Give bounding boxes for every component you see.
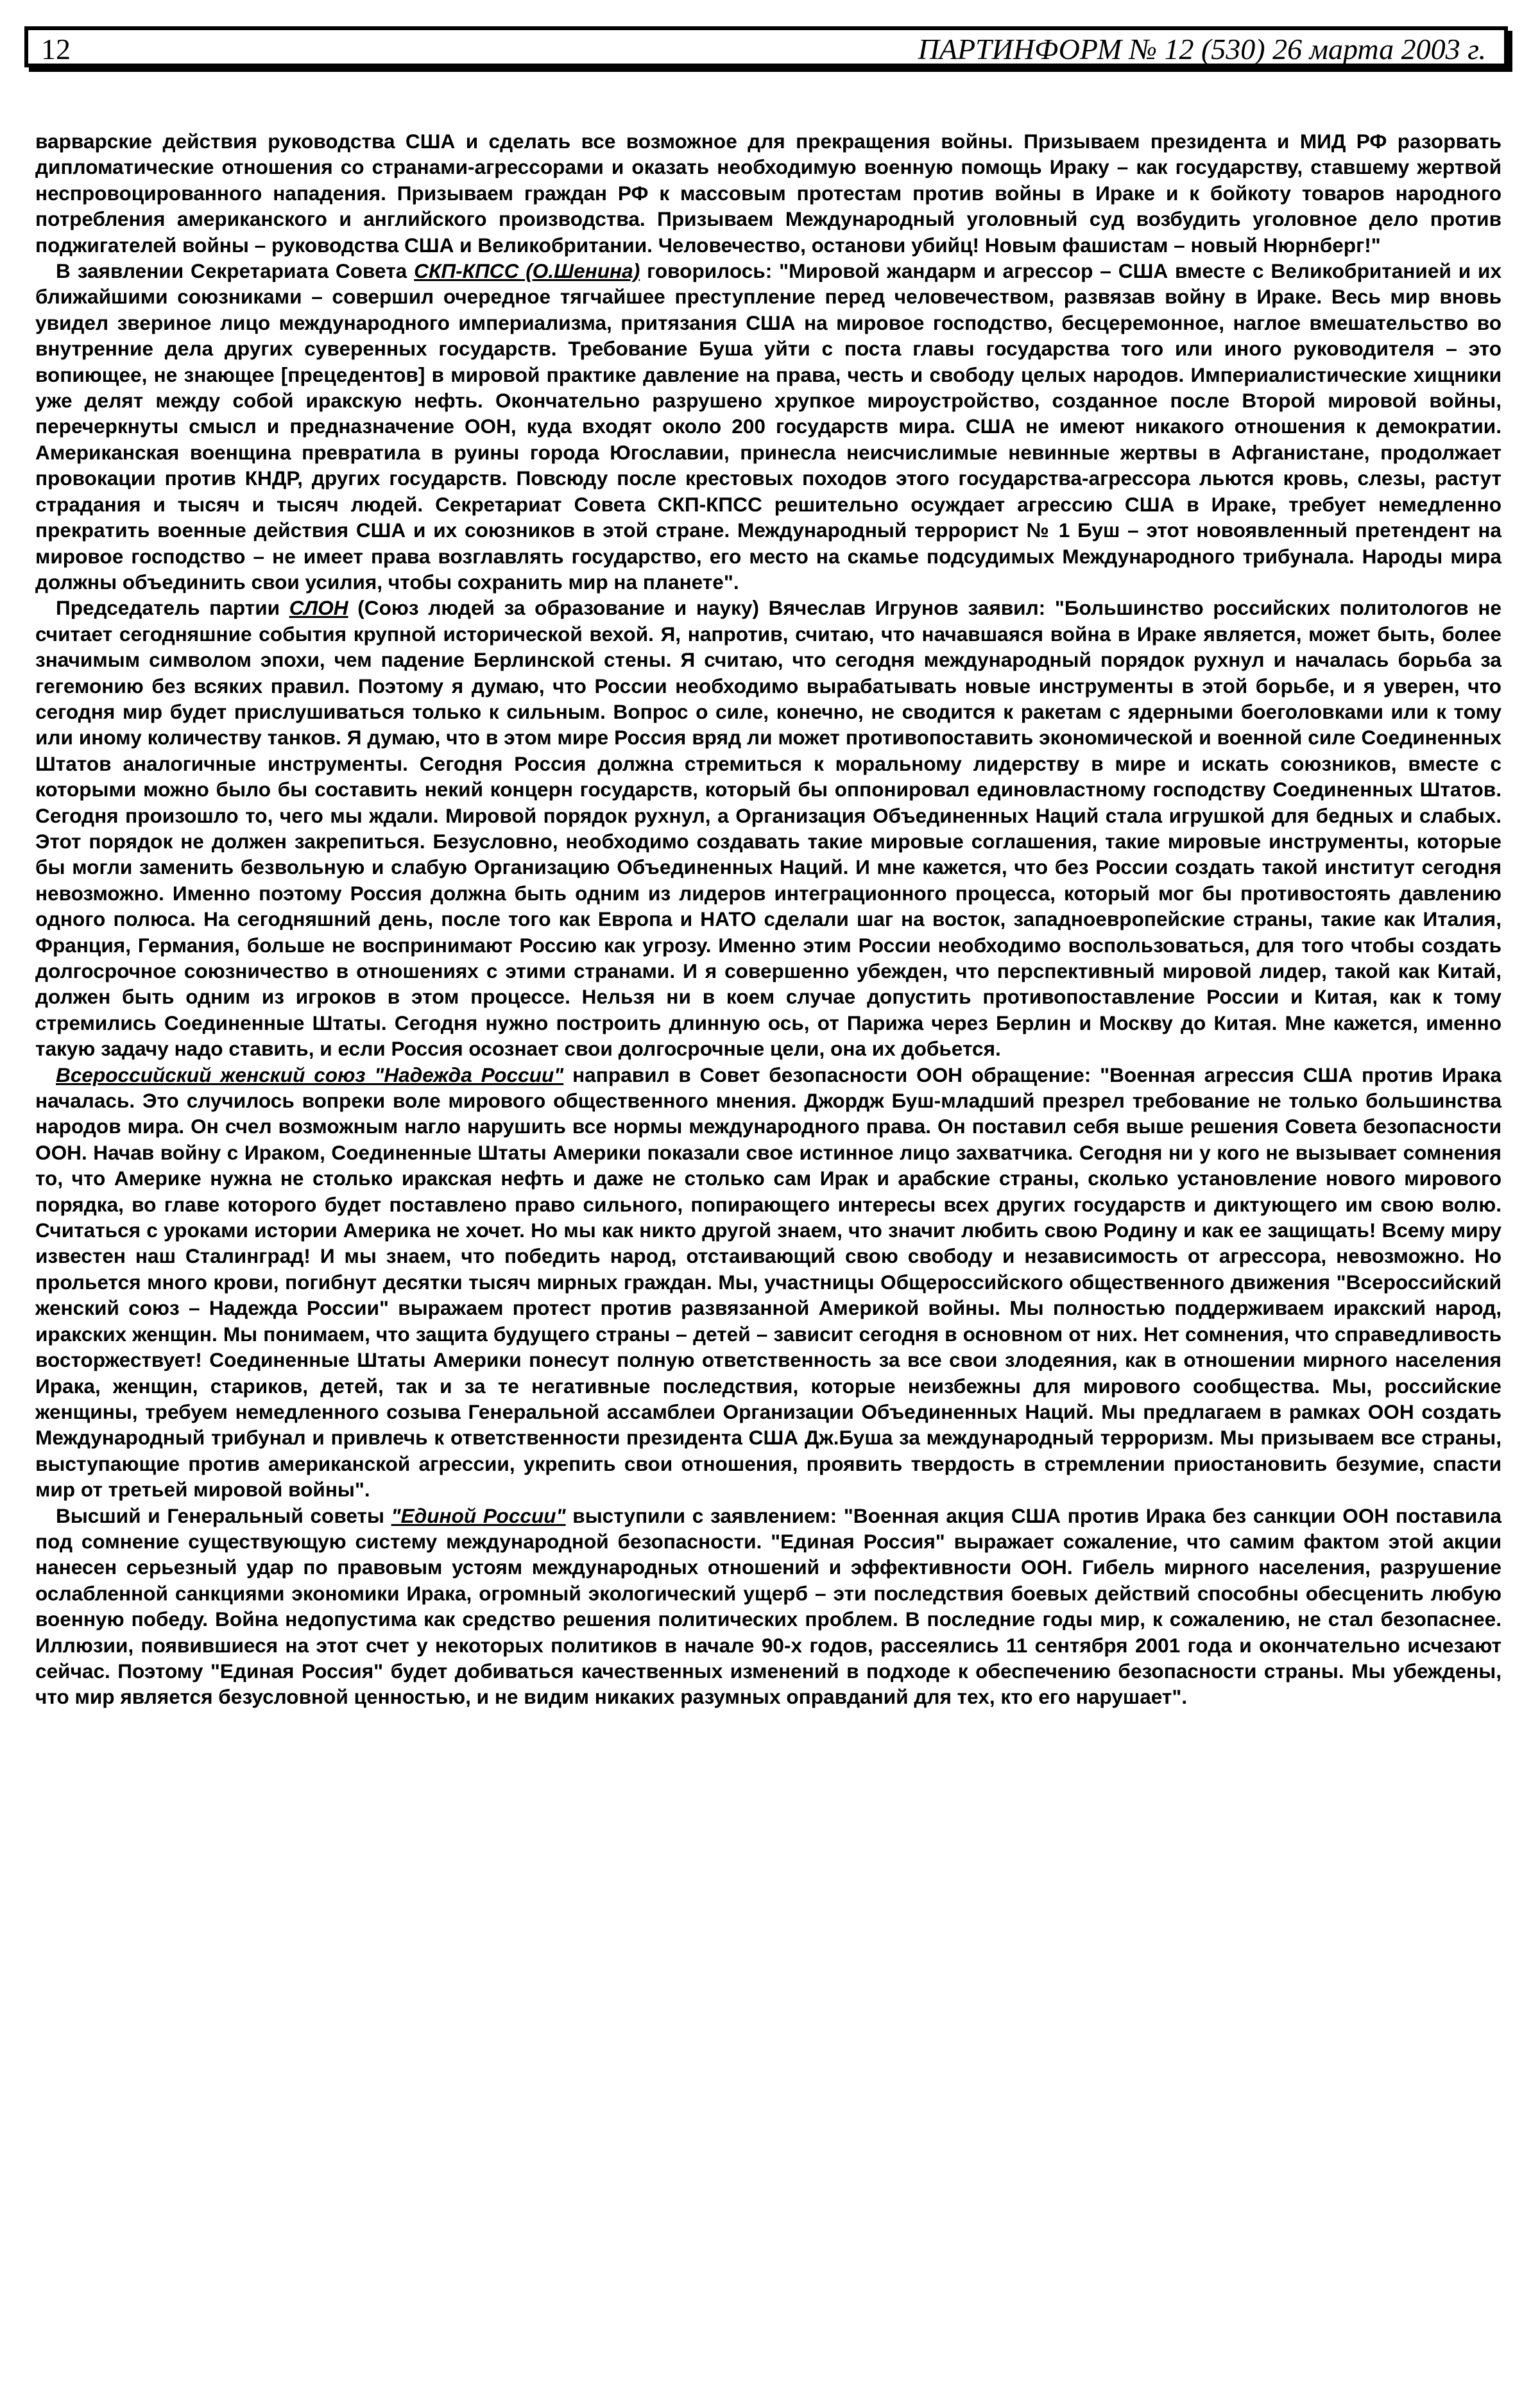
page-header	[24, 26, 1508, 67]
paragraph-2-text: говорилось: "Мировой жандарм и агрессор – США вместе с Великобританией и их ближайшими союзниками – совершил очередное тягчайшее преступление перед человечеством, развязав войну в Ираке. Весь мир вновь увидел звериное лицо международного империализма, притязания США на мировое господство, бесцеремонное, наглое вмешательство во внутренние дела других суверенных государств. Требование Буша уйти с поста главы государства того или иного руководителя – это вопиющее, не знающее [прецедентов] в мировой практике давление на права, честь и свободу целых народов. Империалистические хищники уже делят между собой иракскую нефть. Окончательно разрушено хрупкое мироустройство, созданное после Второй мировой войны, перечеркнуты смысл и предназначение ООН, куда входят около 200 государств мира. США не имеют никакого отношения к демократии. Американская военщина превратила в руины города Югославии, принесла неисчислимые невинные жертвы в Афганистане, продолжает провокации против КНДР, других государств. Повсюду после крестовых походов этого государства-агрессора льются кровь, слезы, растут страдания и тысяч и тысяч людей. Секретариат Совета СКП-КПСС решительно осуждает агрессию США в Ираке, требует немедленно прекратить военные действия США и их союзников в этой стране. Международный террорист № 1 Буш – этот новоявленный претендент на мировое господство – не имеет права возглавлять государство, его место на скамье подсудимых Международного трибунала. Народы мира должны объединить свои усилия, чтобы сохранить мир на планете".	[35, 259, 1502, 594]
org-name-nadezhda-rossii: Всероссийский женский союз "Надежда России"	[56, 1063, 564, 1086]
org-name-skp-kpss: СКП-КПСС (О.Шенина)	[414, 259, 640, 283]
paragraph-5-lead: Высший и Генеральный советы	[56, 1504, 391, 1527]
paragraph-4-text: направил в Совет безопасности ООН обращение: "Военная агрессия США против Ирака началась. Это случилось вопреки воле мирового общественного мнения. Джордж Буш-младший презрел требование не только большинства народов мира. Он счел возможным нагло нарушить все нормы международного права. Он поставил себя выше решения Совета безопасности ООН. Начав войну с Ираком, Соединенные Штаты Америки показали свое истинное лицо захватчика. Сегодня ни у кого не вызывает сомнения то, что Америке нужна не столько иракская нефть и даже не столько сам Ирак и арабские страны, сколько установление нового мирового порядка, во главе которого будет поставлено право сильного, попирающего интересы всех других государств и диктующего им свою волю. Считаться с уроками истории Америка не хочет. Но мы как никто другой знаем, что значит любить свою Родину и как ее защищать! Всему миру известен наш Сталинград! И мы знаем, что победить народ, отстаивающий свою свободу и независимость от агрессора, невозможно. Но прольется много крови, погибнут десятки тысяч мирных граждан. Мы, участницы Общероссийского общественного движения "Всероссийский женский союз – Надежда России" выражаем протест против развязанной Америкой войны. Мы полностью поддерживаем иракский народ, иракских женщин. Мы понимаем, что защита будущего страны – детей – зависит сегодня в основном от них. Нет сомнения, что справедливость восторжествует! Соединенные Штаты Америки понесут полную ответственность за все свои злодеяния, как в отношении мирного населения Ирака, женщин, стариков, детей, так и за те негативные последствия, которые неизбежны для мирового сообщества. Мы, российские женщины, требуем немедленного созыва Генеральной ассамблеи Организации Объединенных Наций. Мы предлагаем в рамках ООН создать Международный трибунал и привлечь к ответственности президента США Дж.Буша за международный терроризм. Мы призываем все страны, выступающие против американской агрессии, укрепить свои отношения, проявить твердость в стремлении приостановить безумие, спасти мир от третьей мировой войны".	[35, 1063, 1502, 1502]
paragraph-4	[35, 1062, 1502, 1503]
org-name-edinaya-rossiya: "Единой России"	[391, 1504, 566, 1527]
paragraph-3	[35, 595, 1502, 1061]
paragraph-1-text: варварские действия руководства США и сделать все возможное для прекращения войны. Призываем президента и МИД РФ разорвать дипломатические отношения со странами-агрессорами и оказать необходимую военную помощь Ираку – как государству, ставшему жертвой неспровоцированного нападения. Призываем граждан РФ к массовым протестам против войны в Ираке и к бойкоту товаров народного потребления американского и английского производства. Призываем Международный уголовный суд возбудить уголовное дело против поджигателей войны – руководства США и Великобритании. Человечество, останови убийц! Новым фашистам – новый Нюрнберг!"	[35, 130, 1502, 257]
paragraph-5-text: выступили с заявлением: "Военная акция США против Ирака без санкции ООН поставила под сомнение существующую систему международной безопасности. "Единая Россия" выражает сожаление, что самим фактом этой акции нанесен серьезный удар по правовым устоям международных отношений и эффективности ООН. Гибель мирного населения, разрушение ослабленной санкциями экономики Ирака, огромный экологический ущерб – эти последствия боевых действий способны обесценить любую военную победу. Война недопустима как средство решения политических проблем. В последние годы мир, к сожалению, не стал безопаснее. Иллюзии, появившиеся на этот счет у некоторых политиков в начале 90-х годов, рассеялись 11 сентября 2001 года и окончательно исчезают сейчас. Поэтому "Единая Россия" будет добиваться качественных изменений в подходе к обеспечению безопасности страны. Мы убеждены, что мир является безусловной ценностью, и не видим никаких разумных оправданий для тех, кто его нарушает".	[35, 1504, 1502, 1709]
paragraph-2	[35, 258, 1502, 595]
paragraph-3-lead: Председатель партии	[56, 596, 289, 620]
issue-title: ПАРТИНФОРМ № 12 (530) 26 марта 2003 г.	[918, 33, 1486, 65]
paragraph-2-lead: В заявлении Секретариата Совета	[56, 259, 415, 283]
paragraph-3-text: (Союз людей за образование и науку) Вячеслав Игрунов заявил: "Большинство российских политологов не считает сегодняшние события крупной исторической вехой. Я, напротив, считаю, что начавшаяся война в Ираке является, может быть, более значимым символом эпохи, чем падение Берлинской стены. Я считаю, что сегодня международный порядок рухнул и началась борьба за гегемонию без всяких правил. Поэтому я думаю, что России необходимо вырабатывать новые инструменты в этой борьбе, и я уверен, что сегодня мир будет прислушиваться только к сильным. Вопрос о силе, конечно, не сводится к ракетам с ядерными боеголовками или к тому или иному количеству танков. Я думаю, что в этом мире Россия вряд ли может противопоставить экономической и военной силе Соединенных Штатов аналогичные инструменты. Сегодня Россия должна стремиться к моральному лидерству в мире и искать союзников, вместе с которыми можно было бы составить некий концерн государств, который бы оппонировал единовластному господству Соединенных Штатов. Сегодня произошло то, чего мы ждали. Мировой порядок рухнул, а Организация Объединенных Наций стала игрушкой для бедных и слабых. Этот порядок не должен закрепиться. Безусловно, необходимо создавать такие мировые соглашения, такие мировые инструменты, которые бы могли заменить безвольную и слабую Организацию Объединенных Наций. И мне кажется, что без России создать такой институт сегодня невозможно. Именно поэтому Россия должна быть одним из лидеров интеграционного процесса, который мог бы противостоять давлению одного полюса. На сегодняшний день, после того как Европа и НАТО сделали шаг на восток, западноевропейские страны, такие как Италия, Франция, Германия, больше не воспринимают Россию как угрозу. Именно этим России необходимо воспользоваться, для того чтобы создать долгосрочное союзничество в отношениях с этими странами. И я совершенно убежден, что перспективный мировой лидер, такой как Китай, должен быть одним из игроков в этом процессе. Нельзя ни в коем случае допустить противопоставление России и Китая, как к тому стремились Соединенные Штаты. Сегодня нужно построить длинную ось, от Парижа через Берлин и Москву до Китая. Мне кажется, именно такую задачу надо ставить, и если Россия осознает свои долгосрочные цели, она их добьется.	[35, 596, 1502, 1061]
page-number: 12	[41, 33, 71, 65]
paragraph-5	[35, 1503, 1502, 1710]
org-name-slon: СЛОН	[289, 596, 348, 620]
paragraph-1	[35, 128, 1502, 258]
article-body	[35, 128, 1502, 1710]
